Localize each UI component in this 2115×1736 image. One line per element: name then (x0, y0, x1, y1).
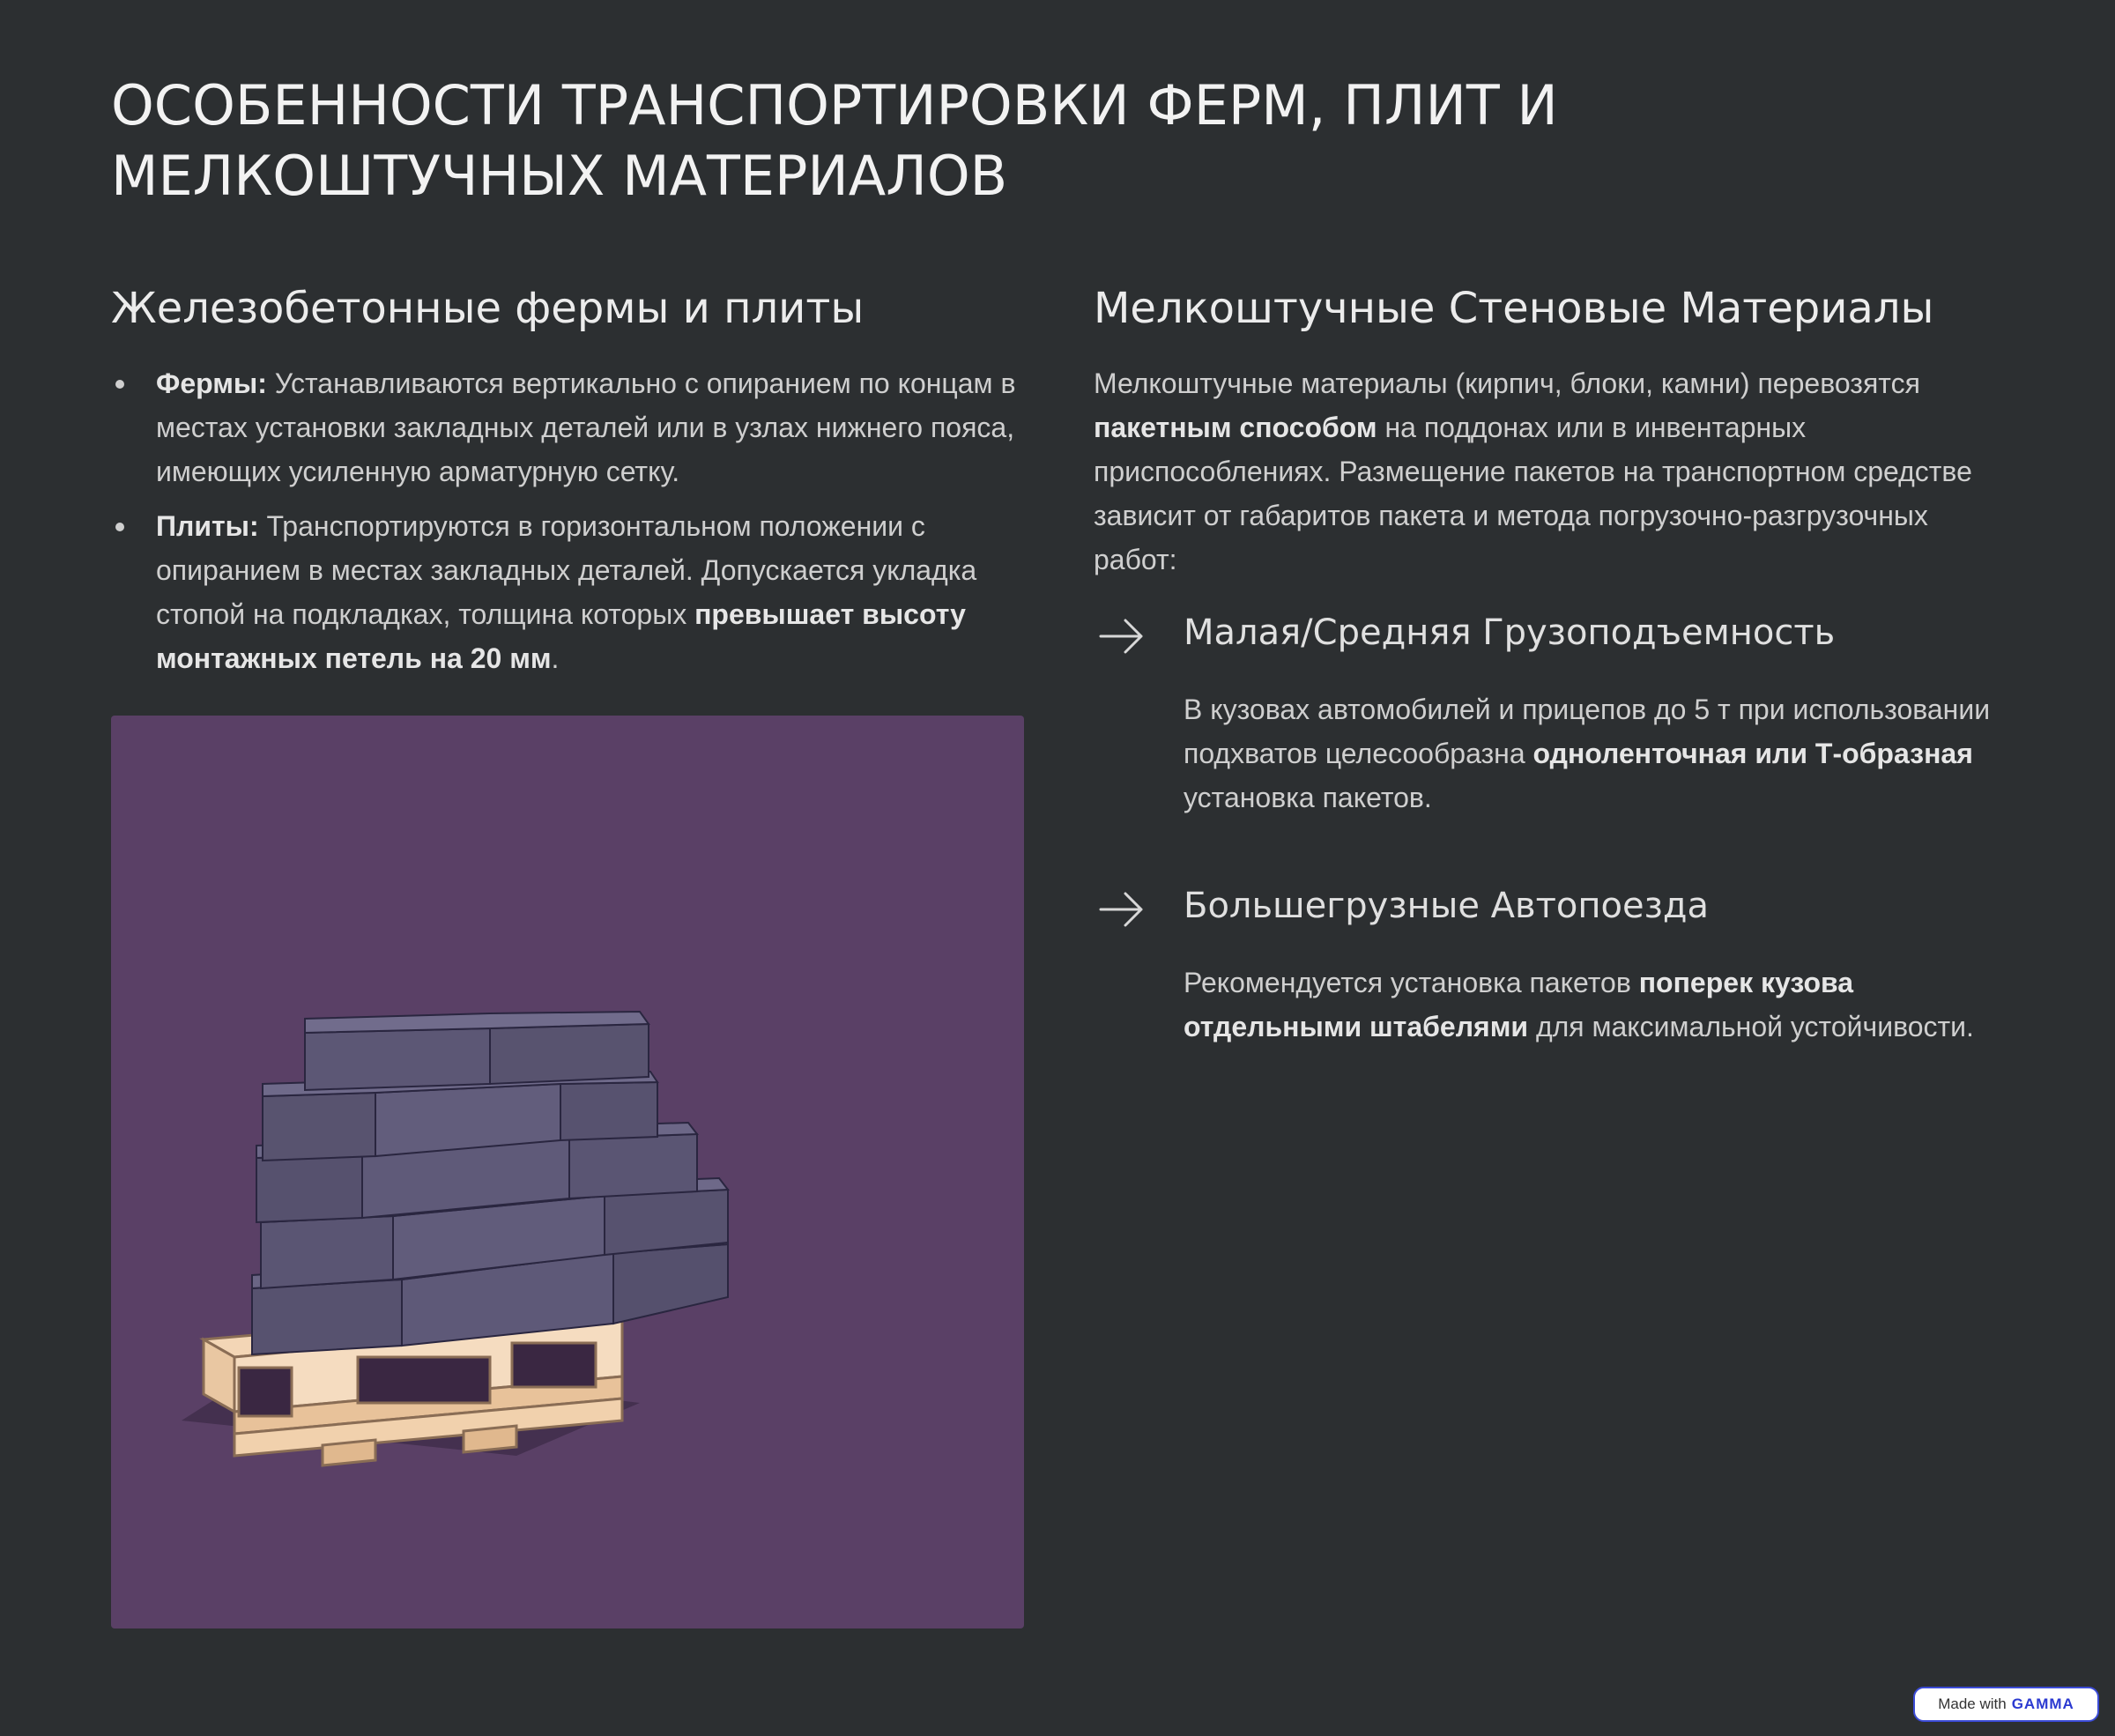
arrow-right-icon (1097, 617, 1147, 656)
intro-bold-text: пакетным способом (1094, 412, 1377, 443)
intro-paragraph (1094, 361, 2010, 582)
bullet-list (111, 361, 1028, 680)
left-heading: Железобетонные фермы и плиты (111, 284, 865, 333)
bullet-text: Устанавливаются вертикально с опиранием по концам в местах установки закладных деталей или в узлах нижнего пояса, имеющих усиленную арматурную сетку. (156, 367, 1016, 487)
bullet-text: Транспортируются в горизонтальном положении с опиранием в местах закладных деталей. Допускается укладка стопой на подкладках, толщина которых (156, 510, 977, 630)
bullet-label: Плиты: (156, 510, 259, 542)
arrow-right-icon (1097, 890, 1147, 929)
bullet-dot-icon (115, 523, 124, 531)
item-bold-text: одноленточная или Т-образная (1532, 738, 1973, 769)
item-title: Большегрузные Автопоезда (1184, 886, 1710, 926)
list-item (111, 361, 1028, 493)
right-heading: Мелкоштучные Стеновые Материалы (1094, 284, 1934, 333)
left-column (111, 273, 1028, 691)
item-title: Малая/Средняя Грузоподъемность (1184, 612, 1836, 653)
bullet-bold-text: превышает высоту монтажных петель на 20 мм (156, 598, 966, 674)
list-item (111, 504, 1028, 680)
gamma-logo: GAMMA (2011, 1695, 2074, 1712)
item-heavy-trucks (1094, 874, 2010, 1049)
bullet-dot-icon (115, 380, 124, 389)
item-light-capacity (1094, 601, 2010, 820)
bullet-tail: . (551, 642, 560, 674)
badge-text: Made with (1938, 1695, 2007, 1712)
intro-text-tail: на поддонах или в инвентарных приспособлениях. Размещение пакетов на транспортном средстве зависит от габаритов пакета и метода погрузочно-разгрузочных работ: (1094, 412, 1972, 575)
item-bold-text: поперек кузова отдельными штабелями (1184, 967, 1854, 1042)
item-text (1184, 961, 2010, 1049)
bullet-label: Фермы: (156, 367, 267, 399)
item-text-post: установка пакетов. (1184, 782, 1432, 813)
made-with-gamma-badge[interactable] (1913, 1687, 2099, 1722)
item-text-pre: В кузовах автомобилей и прицепов до 5 т при использовании подхватов целесообразна (1184, 694, 1991, 769)
page-title: ОСОБЕННОСТИ ТРАНСПОРТИРОВКИ ФЕРМ, ПЛИТ И МЕЛКОШТУЧНЫХ МАТЕРИАЛОВ (111, 73, 1558, 208)
right-column (1094, 273, 2010, 1049)
item-text-post: для максимальной устойчивости. (1528, 1011, 1974, 1042)
bricks-on-pallet-illustration (111, 716, 1024, 1628)
intro-text: Мелкоштучные материалы (кирпич, блоки, камни) перевозятся (1094, 367, 1920, 399)
item-text-pre: Рекомендуется установка пакетов (1184, 967, 1639, 998)
item-text (1184, 687, 2010, 820)
bricks-pallet-icon (111, 716, 1024, 1628)
